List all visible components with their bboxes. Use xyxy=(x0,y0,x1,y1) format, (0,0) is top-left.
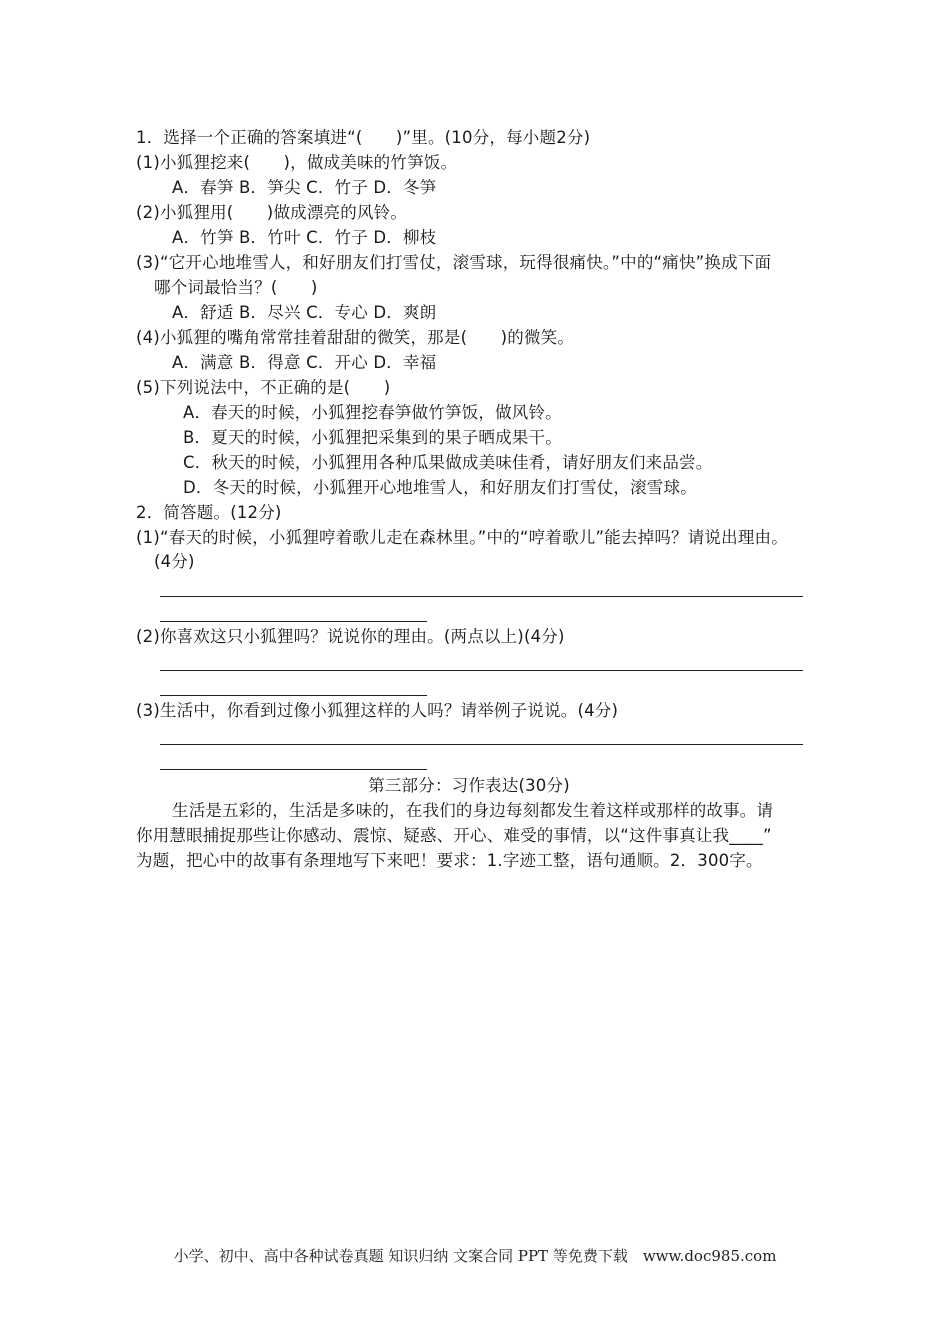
answer-line xyxy=(160,695,427,696)
q1-3-stem-cont: 哪个词最恰当？( ) xyxy=(154,278,318,297)
part3-heading: 第三部分：习作表达(30分) xyxy=(368,776,570,795)
part3-line-1: 生活是五彩的，生活是多味的，在我们的身边每刻都发生着这样或那样的故事。请 xyxy=(172,801,774,820)
q1-title: 1．选择一个正确的答案填进“( )”里。(10分，每小题2分) xyxy=(136,128,591,147)
q2-1-stem: (1)“春天的时候，小狐狸哼着歌儿走在森林里。”中的“哼着歌儿”能去掉吗？请说出理由。 xyxy=(136,528,788,547)
answer-line xyxy=(160,744,803,745)
q1-1-stem: (1)小狐狸挖来( )，做成美味的竹笋饭。 xyxy=(136,153,458,172)
q1-1-options: A．春笋 B．笋尖 C．竹子 D．冬笋 xyxy=(172,178,437,197)
q1-5-choice-c: C．秋天的时候，小狐狸用各种瓜果做成美味佳肴，请好朋友们来品尝。 xyxy=(183,453,713,472)
part3-line-2: 你用慧眼捕捉那些让你感动、震惊、疑惑、开心、难受的事情，以“这件事真让我____” xyxy=(136,826,772,845)
q1-4-stem: (4)小狐狸的嘴角常常挂着甜甜的微笑，那是( )的微笑。 xyxy=(136,328,575,347)
q1-5-choice-b: B．夏天的时候，小狐狸把采集到的果子晒成果干。 xyxy=(183,428,562,447)
q1-4-options: A．满意 B．得意 C．开心 D．幸福 xyxy=(172,353,437,372)
q1-5-choice-a: A．春天的时候，小狐狸挖春笋做竹笋饭，做风铃。 xyxy=(183,403,562,422)
q1-2-stem: (2)小狐狸用( )做成漂亮的风铃。 xyxy=(136,203,408,222)
answer-line xyxy=(160,596,803,597)
q2-title: 2．简答题。(12分) xyxy=(136,503,282,522)
q1-3-options: A．舒适 B．尽兴 C．专心 D．爽朗 xyxy=(172,303,437,322)
footer-text: 小学、初中、高中各种试卷真题 知识归纳 文案合同 PPT 等免费下载 www.doc985.com xyxy=(173,1247,777,1265)
q2-1-stem-cont: (4分) xyxy=(154,552,195,571)
q2-2-stem: (2)你喜欢这只小狐狸吗？说说你的理由。(两点以上)(4分) xyxy=(136,627,565,646)
answer-line xyxy=(160,769,427,770)
answer-line xyxy=(160,670,803,671)
q1-2-options: A．竹笋 B．竹叶 C．竹子 D．柳枝 xyxy=(172,228,437,247)
q1-3-stem: (3)“它开心地堆雪人，和好朋友们打雪仗，滚雪球，玩得很痛快。”中的“痛快”换成下面 xyxy=(136,253,772,272)
q1-5-stem: (5)下列说法中，不正确的是( ) xyxy=(136,378,391,397)
part3-line-3: 为题，把心中的故事有条理地写下来吧！要求：1.字迹工整，语句通顺。2．300字。 xyxy=(136,851,763,870)
q1-5-choice-d: D．冬天的时候，小狐狸开心地堆雪人，和好朋友们打雪仗，滚雪球。 xyxy=(183,478,697,497)
answer-line xyxy=(160,621,427,622)
q2-3-stem: (3)生活中，你看到过像小狐狸这样的人吗？请举例子说说。(4分) xyxy=(136,701,619,720)
